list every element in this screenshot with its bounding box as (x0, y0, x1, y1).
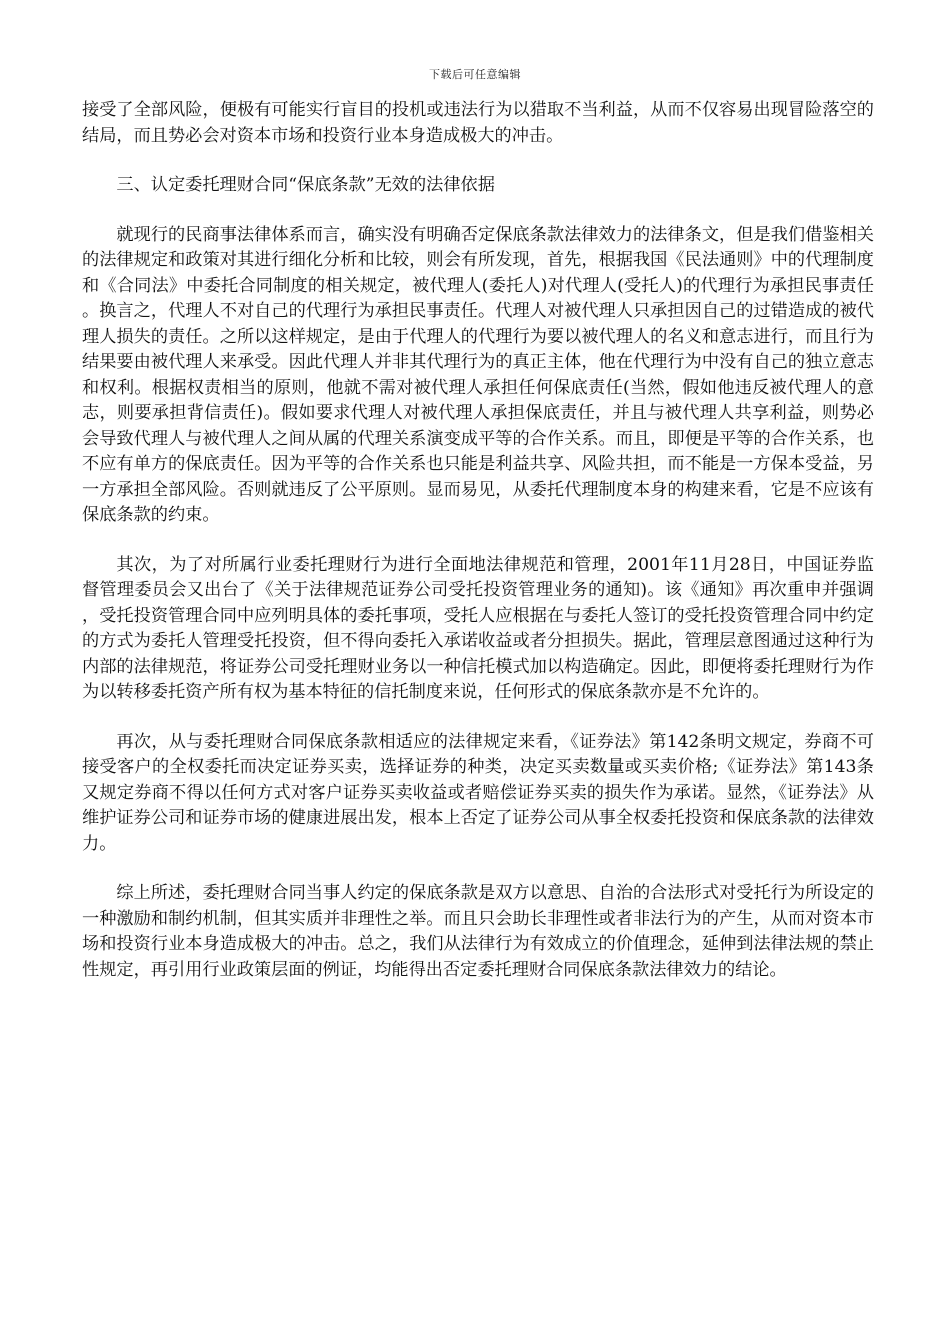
paragraph-gap (82, 199, 874, 223)
paragraph-2: 其次，为了对所属行业委托理财行为进行全面地法律规范和管理，2001年11月28日，中国证券监督管理委员会又出台了《关于法律规范证券公司受托投资管理业务的通知)。该《通知》再次重申并强调，受托投资管理合同中应列明具体的委托事项，受托人应根据在与委托人签订的受托投资管理合同中约定的方式为委托人管理受托投资，但不得向委托入承诺收益或者分担损失。据此，管理层意图通过这种行为内部的法律规范，将证券公司受托理财业务以一种信托模式加以构造确定。因此，即便将委托理财行为作为以转移委托资产所有权为基本特征的信托制度来说，任何形式的保底条款亦是不允许的。 (82, 554, 874, 702)
paragraph-4: 综上所述，委托理财合同当事人约定的保底条款是双方以意思、自治的合法形式对受托行为所设定的一种激励和制约机制，但其实质并非理性之举。而且只会助长非理性或者非法行为的产生，从而对资本市场和投资行业本身造成极大的冲击。总之，我们从法律行为有效成立的价值理念，延伸到法律法规的禁止性规定，再引用行业政策层面的例证，均能得出否定委托理财合同保底条款法律效力的结论。 (82, 883, 874, 980)
section-heading: 三、认定委托理财合同“保底条款”无效的法律依据 (116, 175, 495, 195)
page-header: 下载后可任意编辑 (429, 68, 521, 81)
paragraph-3: 再次，从与委托理财合同保底条款相适应的法律规定来看，《证券法》第142条明文规定，券商不可接受客户的全权委托而决定证券买卖，选择证券的种类，决定买卖数量或买卖价格;《证券法》第143条又规定券商不得以任何方式对客户证券买卖收益或者赔偿证券买卖的损失作为承诺。显然，《证券法》从维护证券公司和证券市场的健康进展出发，根本上否定了证券公司从事全权委托投资和保底条款的法律效力。 (82, 731, 874, 854)
document-body (82, 98, 874, 983)
paragraph-gap (82, 529, 874, 553)
paragraph-1: 就现行的民商事法律体系而言，确实没有明确否定保底条款法律效力的法律条文，但是我们借鉴相关的法律规定和政策对其进行细化分析和比较，则会有所发现，首先，根据我国《民法通则》中的代理制度和《合同法》中委托合同制度的相关规定，被代理人(委托人)对代理人(受托人)的代理行为承担民事责任。换言之，代理人不对自己的代理行为承担民事责任。代理人对被代理人只承担因自己的过错造成的被代理人损失的责任。之所以这样规定，是由于代理人的代理行为要以被代理人的名义和意志进行，而且行为结果要由被代理人来承受。因此代理人并非其代理行为的真正主体，他在代理行为中没有自己的独立意志和权利。根据权责相当的原则，他就不需对被代理人承担任何保底责任(当然，假如他违反被代理人的意志，则要承担背信责任)。假如要求代理人对被代理人承担保底责任，并且与被代理人共享利益，则势必会导致代理人与被代理人之间从属的代理关系演变成平等的合作关系。而且，即便是平等的合作关系，也不应有单方的保底责任。因为平等的合作关系也只能是利益共享、风险共担，而不能是一方保本受益，另一方承担全部风险。否则就违反了公平原则。显而易见，从委托代理制度本身的构建来看，它是不应该有保底条款的约束。 (82, 224, 874, 525)
paragraph-gap (82, 857, 874, 881)
paragraph-gap (82, 149, 874, 173)
paragraph-continuation: 接受了全部风险，便极有可能实行盲目的投机或违法行为以猎取不当利益，从而不仅容易出现冒险落空的结局，而且势必会对资本市场和投资行业本身造成极大的冲击。 (82, 100, 874, 146)
paragraph-gap (82, 706, 874, 730)
